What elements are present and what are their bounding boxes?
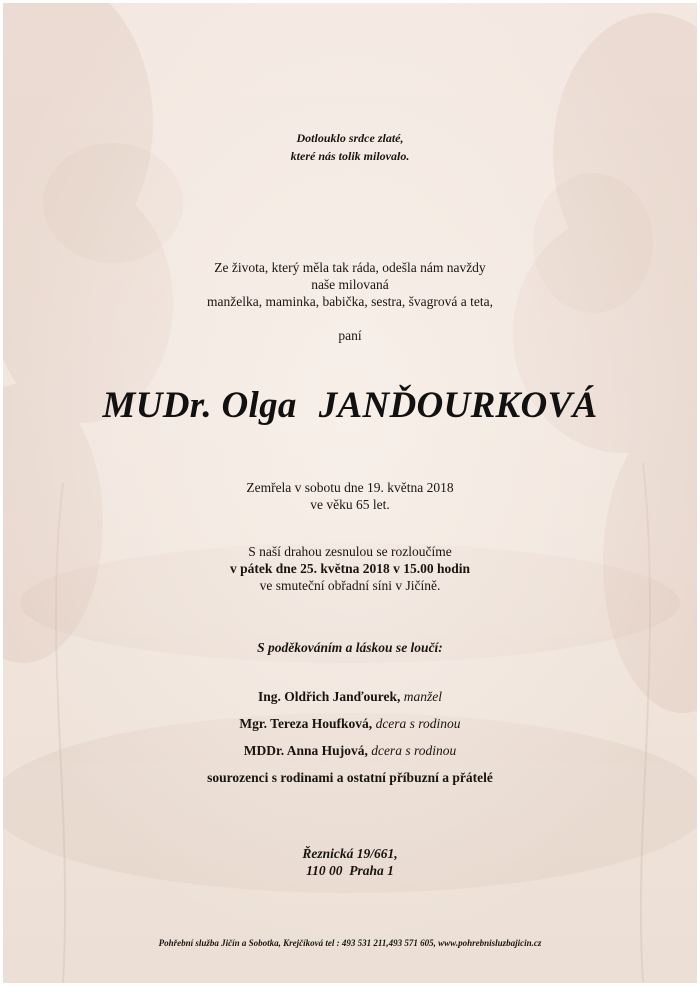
mourner-name: Mgr. Tereza Houfková,	[239, 716, 373, 731]
parte-document	[3, 3, 697, 983]
mourner-name: Ing. Oldřich Janďourek,	[257, 689, 401, 704]
footer-phone: tel : 493 531 211,493 571 605,	[325, 938, 436, 948]
intro-line-2: naše milovaná	[311, 277, 389, 292]
mourner-3	[3, 743, 697, 759]
death-date: Zemřela v sobotu dne 19. května 2018	[246, 480, 454, 495]
footer-web: www.pohrebnisluzbajicin.cz	[438, 938, 542, 948]
address-city: 110 00 Praha 1	[306, 863, 394, 878]
mourner-1	[3, 689, 697, 705]
footer-company: Pohřební služba Jičín a Sobotka, Krejčíková	[158, 938, 324, 948]
ceremony-datetime: v pátek dne 25. května 2018 v 15.00 hodin	[229, 561, 471, 576]
mourner-name: MDDr. Anna Hujová,	[243, 743, 368, 758]
mourner-name: sourozenci s rodinami a ostatní příbuzní a přátelé	[207, 770, 493, 785]
mourner-relation: manžel	[403, 689, 443, 704]
honorific: paní	[338, 328, 362, 343]
footer-contact	[3, 938, 697, 948]
deceased-first-name: MUDr. Olga	[102, 385, 297, 426]
death-age: ve věku 65 let.	[310, 497, 390, 512]
mourner-4	[3, 770, 697, 786]
mourner-relation: dcera s rodinou	[375, 716, 461, 731]
deceased-last-name: JANĎOURKOVÁ	[318, 385, 598, 426]
address-street: Řeznická 19/661,	[302, 846, 398, 861]
intro-line-1: Ze života, který měla tak ráda, odešla nám navždy	[214, 260, 486, 275]
mourner-relation: dcera s rodinou	[371, 743, 457, 758]
intro-line-3: manželka, maminka, babička, sestra, švagrová a teta,	[206, 294, 493, 309]
deceased-name	[3, 384, 697, 427]
ceremony-intro: S naší drahou zesnulou se rozloučíme	[248, 544, 452, 559]
motto-line-2: které nás tolik milovalo.	[290, 149, 410, 163]
ceremony-place: ve smuteční obřadní síni v Jičíně.	[259, 578, 441, 593]
motto-line-1: Dotlouklo srdce zlaté,	[296, 131, 404, 145]
mourner-2	[3, 716, 697, 732]
thanks-heading: S poděkováním a láskou se loučí:	[257, 640, 443, 655]
